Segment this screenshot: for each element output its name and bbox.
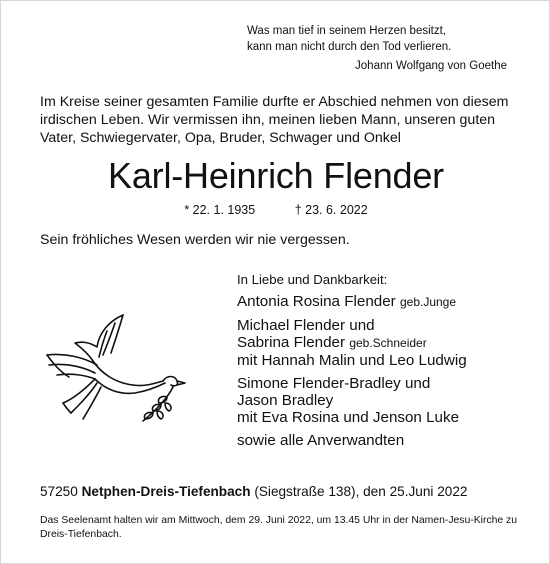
place-and-date [40, 484, 467, 499]
mourner-line: Michael Flender und [237, 317, 375, 334]
mourners-lead: In Liebe und Dankbarkeit: [237, 272, 388, 287]
quote-author: Johann Wolfgang von Goethe [355, 60, 507, 72]
maiden-name: geb.Schneider [349, 336, 427, 350]
mourner-line: sowie alle Anverwandten [237, 432, 405, 449]
intro-paragraph: Im Kreise seiner gesamten Familie durfte er Abschied nehmen von diesem irdischen Leben. Wir vermissen ihn, meinen lieben Mann, unseren guten Vater, Schwiegervater, Opa, Bruder, Schwager und Onkel [40, 94, 509, 146]
postal-code: 57250 [40, 484, 78, 499]
street-and-date: (Siegstraße 138), den 25.Juni 2022 [254, 484, 468, 499]
fond-words: Sein fröhliches Wesen werden wir nie vergessen. [40, 232, 350, 248]
mourner-name: Antonia Rosina Flender [237, 293, 396, 310]
service-notice: Das Seelenamt halten wir am Mittwoch, dem 29. Juni 2022, um 13.45 Uhr in der Namen-Jesu-Kirche zu Dreis-Tiefenbach. [40, 515, 518, 540]
mourner-line: mit Eva Rosina und Jenson Luke [237, 409, 460, 426]
mourner-line [237, 293, 527, 311]
mourner-line: Simone Flender-Bradley und [237, 375, 431, 392]
mourners-list [237, 272, 527, 449]
death-date: † 23. 6. 2022 [294, 203, 368, 217]
deceased-name: Karl-Heinrich Flender [108, 155, 444, 196]
dove-icon [39, 303, 189, 433]
goethe-quote [247, 23, 507, 74]
mourner-line [237, 334, 527, 352]
birth-date: * 22. 1. 1935 [184, 203, 256, 217]
quote-line-2: kann man nicht durch den Tod verlieren. [247, 41, 452, 53]
quote-line-1: Was man tief in seinem Herzen besitzt, [247, 25, 446, 37]
maiden-name: geb.Junge [399, 295, 457, 309]
town-name: Netphen-Dreis-Tiefenbach [81, 484, 251, 499]
mourner-line: Jason Bradley [237, 392, 334, 409]
mourner-line: mit Hannah Malin und Leo Ludwig [237, 352, 467, 369]
mourner-name: Sabrina Flender [237, 334, 346, 351]
life-dates [1, 203, 550, 217]
